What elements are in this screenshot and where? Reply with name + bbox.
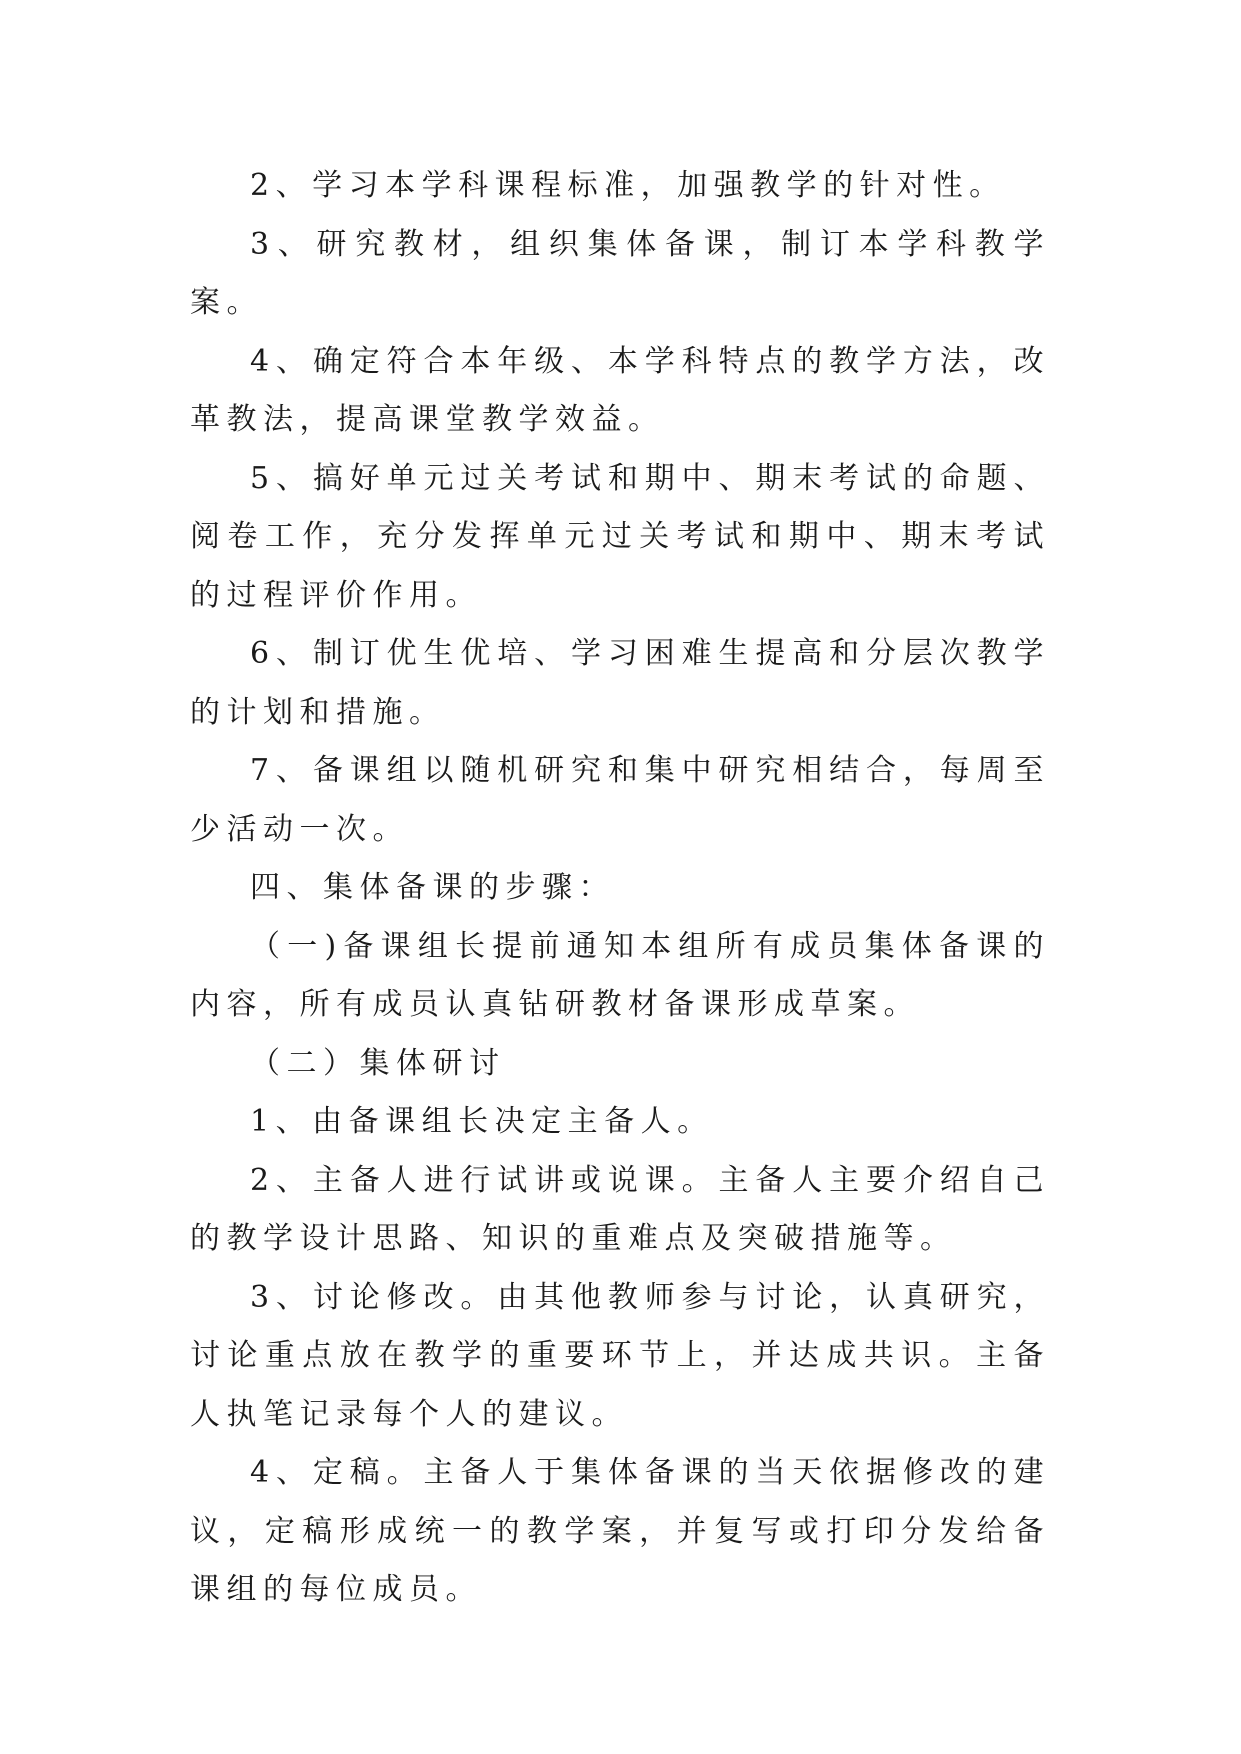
paragraph-layered-teaching: 6、制订优生优培、学习困难生提高和分层次教学的计划和措施。: [190, 636, 1050, 730]
paragraph-research-textbook: 3、研究教材，组织集体备课，制订本学科教学案。: [190, 226, 1050, 320]
paragraph-step-one: （一)备课组长提前通知本组所有成员集体备课的内容，所有成员认真钻研教材备课形成草案。: [190, 928, 1050, 1022]
section-heading-steps: 四、集体备课的步骤：: [250, 870, 615, 905]
paragraph-study-curriculum-standard: 2、学习本学科课程标准，加强教学的针对性。: [250, 168, 1006, 203]
paragraph-trial-lecture: 2、主备人进行试讲或说课。主备人主要介绍自己的教学设计思路、知识的重难点及突破措施等。: [190, 1162, 1050, 1256]
paragraph-weekly-activity: 7、备课组以随机研究和集中研究相结合，每周至少活动一次。: [190, 753, 1050, 847]
paragraph-teaching-method: 4、确定符合本年级、本学科特点的教学方法，改革教法，提高课堂教学效益。: [190, 343, 1050, 437]
document-body: [190, 157, 1050, 1620]
paragraph-exams: 5、搞好单元过关考试和期中、期末考试的命题、阅卷工作，充分发挥单元过关考试和期中、期末考试的过程评价作用。: [190, 460, 1050, 613]
subheading-collective-discussion: （二）集体研讨: [250, 1045, 506, 1081]
paragraph-discussion-revision: 3、讨论修改。由其他教师参与讨论，认真研究，讨论重点放在教学的重要环节上，并达成共识。主备人执笔记录每个人的建议。: [190, 1279, 1050, 1432]
paragraph-finalize: 4、定稿。主备人于集体备课的当天依据修改的建议，定稿形成统一的教学案，并复写或打印分发给备课组的每位成员。: [190, 1455, 1050, 1607]
paragraph-choose-lead-preparer: 1、由备课组长决定主备人。: [250, 1104, 714, 1139]
